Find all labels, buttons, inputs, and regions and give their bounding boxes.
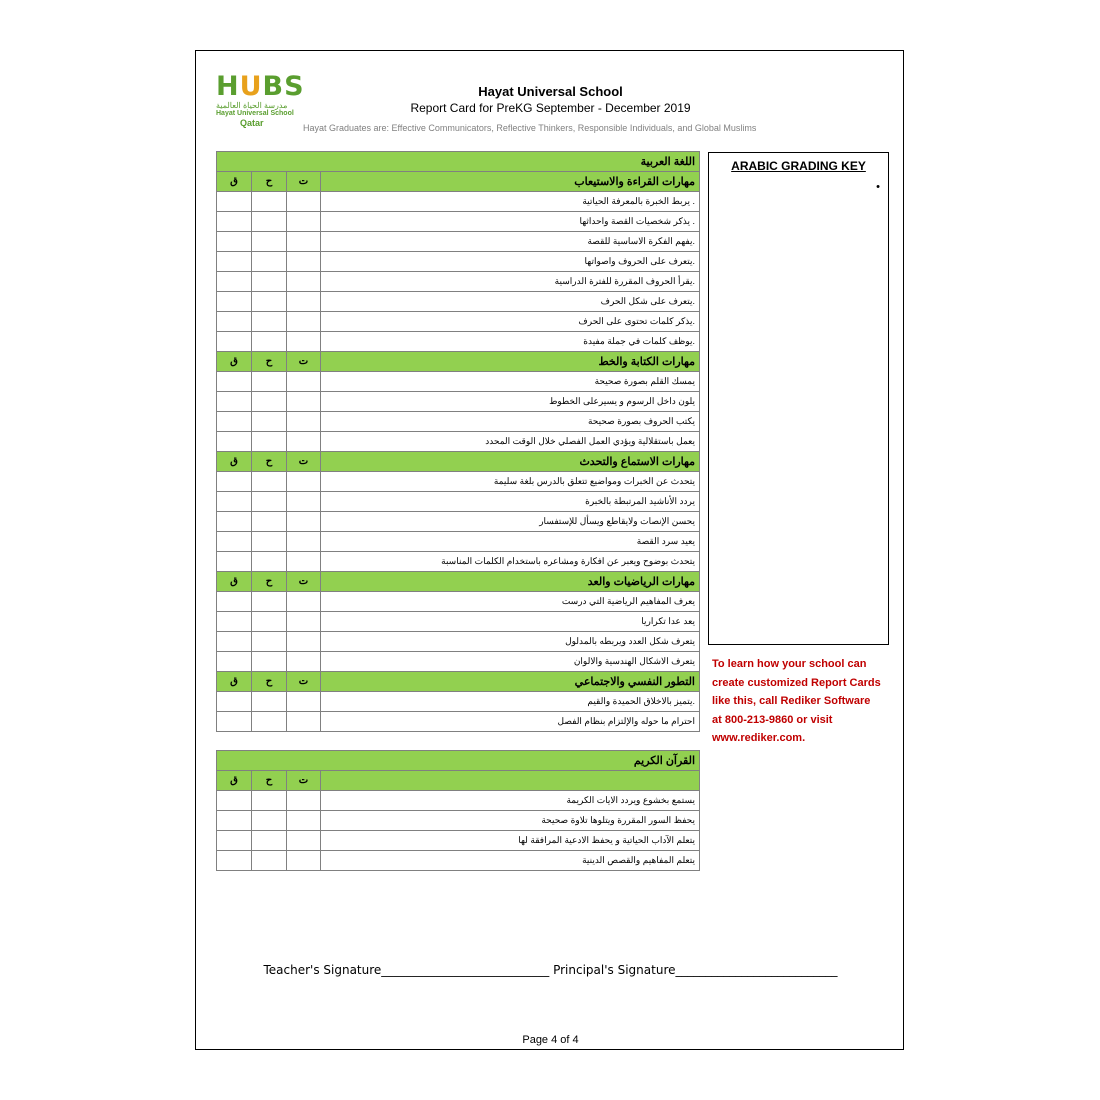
grade-header: ح xyxy=(252,352,287,372)
skill-label: .يقرأ الحروف المقررة للفترة الدراسية xyxy=(321,272,700,292)
table-row xyxy=(217,632,700,652)
table-row xyxy=(217,512,700,532)
grade-cell xyxy=(217,392,252,412)
table-row xyxy=(217,212,700,232)
grade-cell xyxy=(252,212,287,232)
table-row xyxy=(217,432,700,452)
grade-cell xyxy=(287,791,321,811)
grade-cell xyxy=(217,432,252,452)
grade-cell xyxy=(217,272,252,292)
grade-cell xyxy=(287,851,321,871)
table-row xyxy=(217,312,700,332)
section-header-row xyxy=(217,771,700,791)
grade-header: ت xyxy=(287,771,321,791)
grade-cell xyxy=(287,332,321,352)
table-title: القرآن الكريم xyxy=(217,751,700,771)
table-row xyxy=(217,592,700,612)
grade-cell xyxy=(217,232,252,252)
grade-cell xyxy=(287,492,321,512)
skill-label: .يتعرف على الحروف واصواتها xyxy=(321,252,700,272)
grade-cell xyxy=(252,332,287,352)
skill-label: يحسن الإنصات ولايقاطع ويسأل للإستفسار xyxy=(321,512,700,532)
skill-label: .يذكر كلمات تحتوى على الحرف xyxy=(321,312,700,332)
grade-cell xyxy=(252,392,287,412)
grade-cell xyxy=(287,312,321,332)
grade-header: ق xyxy=(217,352,252,372)
grade-cell xyxy=(252,851,287,871)
grade-cell xyxy=(252,372,287,392)
grade-cell xyxy=(217,532,252,552)
grade-cell xyxy=(287,512,321,532)
grade-cell xyxy=(217,592,252,612)
grade-cell xyxy=(252,512,287,532)
skill-label: .يتميز بالاخلاق الحميدة والقيم xyxy=(321,692,700,712)
table-row xyxy=(217,811,700,831)
grade-cell xyxy=(287,252,321,272)
table-title-row xyxy=(217,152,700,172)
table-row xyxy=(217,232,700,252)
grade-cell xyxy=(217,652,252,672)
grade-cell xyxy=(252,272,287,292)
table-row xyxy=(217,692,700,712)
skill-label: يلون داخل الرسوم و يسيرعلى الخطوط xyxy=(321,392,700,412)
grade-cell xyxy=(217,332,252,352)
grade-cell xyxy=(287,412,321,432)
table-row xyxy=(217,851,700,871)
table-row xyxy=(217,712,700,732)
grade-cell xyxy=(287,372,321,392)
grade-cell xyxy=(287,272,321,292)
promo-line: like this, call Rediker Software xyxy=(712,695,871,707)
table-row xyxy=(217,392,700,412)
skill-label: . يذكر شخصيات القصة واحداثها xyxy=(321,212,700,232)
section-title: التطور النفسي والاجتماعي xyxy=(321,672,700,692)
section-header-row xyxy=(217,572,700,592)
grade-cell xyxy=(287,811,321,831)
table-row xyxy=(217,791,700,811)
section-title xyxy=(321,771,700,791)
grade-header: ح xyxy=(252,672,287,692)
table-row xyxy=(217,831,700,851)
skill-label: احترام ما حوله والإلتزام بنظام الفصل xyxy=(321,712,700,732)
skill-label: يردد الأناشيد المرتبطة بالخبرة xyxy=(321,492,700,512)
grade-cell xyxy=(287,692,321,712)
table-row xyxy=(217,552,700,572)
skill-label: يمسك القلم بصورة صحيحة xyxy=(321,372,700,392)
promo-line: create customized Report Cards xyxy=(712,676,881,689)
grade-cell xyxy=(252,612,287,632)
promo-link[interactable]: www.rediker.com. xyxy=(712,732,806,744)
grade-cell xyxy=(287,472,321,492)
grade-cell xyxy=(287,292,321,312)
grade-cell xyxy=(252,652,287,672)
skill-label: .يتعرف على شكل الحرف xyxy=(321,292,700,312)
grade-cell xyxy=(217,412,252,432)
section-title: مهارات القراءة والاستيعاب xyxy=(321,172,700,192)
promo-line: To learn how your school can xyxy=(712,658,867,670)
grade-header: ق xyxy=(217,172,252,192)
grade-header: ت xyxy=(287,452,321,472)
logo-location: Qatar xyxy=(240,118,264,128)
grade-cell xyxy=(252,432,287,452)
grade-cell xyxy=(252,692,287,712)
grade-cell xyxy=(217,212,252,232)
skill-label: يكتب الحروف بصورة صحيحة xyxy=(321,412,700,432)
section-header-row xyxy=(217,672,700,692)
table-row xyxy=(217,652,700,672)
grade-header: ق xyxy=(217,452,252,472)
grade-header: ح xyxy=(252,452,287,472)
grade-cell xyxy=(287,652,321,672)
grade-cell xyxy=(252,791,287,811)
grade-cell xyxy=(287,712,321,732)
grade-cell xyxy=(252,312,287,332)
grade-cell xyxy=(287,592,321,612)
grade-header: ت xyxy=(287,352,321,372)
table-title: اللغة العربية xyxy=(217,152,700,172)
grade-cell xyxy=(217,811,252,831)
promo-line: at 800-213-9860 or visit xyxy=(712,713,833,726)
rediker-promo xyxy=(712,655,897,748)
grade-cell xyxy=(287,232,321,252)
skill-label: يتعرف الاشكال الهندسية والالوان xyxy=(321,652,700,672)
table-row xyxy=(217,292,700,312)
grade-cell xyxy=(252,632,287,652)
grade-cell xyxy=(252,492,287,512)
grade-cell xyxy=(287,432,321,452)
logo-wordmark: HUBS xyxy=(216,71,305,102)
table-row xyxy=(217,532,700,552)
skill-label: يستمع بخشوع ويردد الايات الكريمة xyxy=(321,791,700,811)
section-header-row xyxy=(217,352,700,372)
grade-cell xyxy=(252,552,287,572)
logo-arabic-name: مدرسة الحياة العالمية xyxy=(216,101,288,110)
skill-label: يتعلم المفاهيم والقصص الدينية xyxy=(321,851,700,871)
skill-label: يعمل باستقلالية ويؤدي العمل الفصلي خلال الوقت المحدد xyxy=(321,432,700,452)
skill-label: يتعرف شكل العدد ويربطه بالمدلول xyxy=(321,632,700,652)
skill-label: .يفهم الفكرة الاساسية للقصة xyxy=(321,232,700,252)
grade-cell xyxy=(287,632,321,652)
grade-cell xyxy=(217,372,252,392)
table-row xyxy=(217,192,700,212)
section-header-row xyxy=(217,172,700,192)
grade-cell xyxy=(217,632,252,652)
grade-cell xyxy=(287,532,321,552)
grade-header: ق xyxy=(217,672,252,692)
grade-header: ح xyxy=(252,172,287,192)
grade-cell xyxy=(217,791,252,811)
skill-label: يعرف المفاهيم الرياضية التي درست xyxy=(321,592,700,612)
table-row xyxy=(217,252,700,272)
grade-cell xyxy=(252,712,287,732)
skill-label: . يربط الخبرة بالمعرفة الحياتية xyxy=(321,192,700,212)
page-number: Page 4 of 4 xyxy=(522,1034,579,1046)
table-row xyxy=(217,372,700,392)
table-row xyxy=(217,332,700,352)
grade-header: ت xyxy=(287,572,321,592)
signature-lines: Teacher's Signature____________________________ Principal's Signature___________________________ xyxy=(263,963,838,977)
grading-key-bullet: • xyxy=(876,181,880,193)
grade-cell xyxy=(252,831,287,851)
section-title: مهارات الرياضيات والعد xyxy=(321,572,700,592)
grade-cell xyxy=(217,492,252,512)
table-row xyxy=(217,412,700,432)
logo-english-name: Hayat Universal School xyxy=(216,110,294,117)
grade-header: ت xyxy=(287,672,321,692)
grade-header: ق xyxy=(217,771,252,791)
grade-header: ح xyxy=(252,572,287,592)
skill-label: .يوظف كلمات في جملة مفيدة xyxy=(321,332,700,352)
grade-cell xyxy=(217,612,252,632)
grading-key-title: ARABIC GRADING KEY xyxy=(731,159,866,173)
section-header-row xyxy=(217,452,700,472)
table-row xyxy=(217,472,700,492)
skill-label: يعيد سرد القصة xyxy=(321,532,700,552)
table-row xyxy=(217,492,700,512)
table-row xyxy=(217,612,700,632)
skill-label: يتحدث بوضوح ويعبر عن افكارة ومشاعره باستخدام الكلمات المناسبة xyxy=(321,552,700,572)
school-motto: Hayat Graduates are: Effective Communicators, Reflective Thinkers, Responsible Individuals, and Global Muslims xyxy=(303,123,757,133)
grade-cell xyxy=(217,512,252,532)
grade-cell xyxy=(252,811,287,831)
grade-header: ح xyxy=(252,771,287,791)
grade-cell xyxy=(217,692,252,712)
grading-key-box xyxy=(708,152,889,645)
grade-cell xyxy=(287,831,321,851)
skill-label: يتحدث عن الخبرات ومواضيع تتعلق بالدرس بلغة سليمة xyxy=(321,472,700,492)
grade-cell xyxy=(252,192,287,212)
grade-cell xyxy=(287,552,321,572)
grade-cell xyxy=(217,472,252,492)
grade-cell xyxy=(217,252,252,272)
grade-cell xyxy=(217,712,252,732)
grade-cell xyxy=(217,192,252,212)
grade-cell xyxy=(252,412,287,432)
grade-cell xyxy=(252,472,287,492)
section-title: مهارات الاستماع والتحدث xyxy=(321,452,700,472)
grade-cell xyxy=(217,851,252,871)
quran-skills-table xyxy=(216,750,700,871)
grade-cell xyxy=(252,232,287,252)
grade-header: ق xyxy=(217,572,252,592)
skill-label: يعد عدا تكراريا xyxy=(321,612,700,632)
grade-cell xyxy=(252,532,287,552)
grade-cell xyxy=(287,612,321,632)
grade-cell xyxy=(287,212,321,232)
arabic-skills-table xyxy=(216,151,700,732)
report-title: Report Card for PreKG September - December 2019 xyxy=(410,101,691,115)
grade-cell xyxy=(252,592,287,612)
table-title-row xyxy=(217,751,700,771)
skill-label: يحفظ السور المقررة ويتلوها تلاوة صحيحة xyxy=(321,811,700,831)
report-card-page xyxy=(195,50,904,1050)
grade-cell xyxy=(252,252,287,272)
grade-cell xyxy=(252,292,287,312)
grade-cell xyxy=(287,192,321,212)
grade-cell xyxy=(217,292,252,312)
skill-label: يتعلم الآداب الحياتية و يحفظ الادعية المرافقة لها xyxy=(321,831,700,851)
table-row xyxy=(217,272,700,292)
grade-cell xyxy=(217,312,252,332)
grade-cell xyxy=(287,392,321,412)
school-name: Hayat Universal School xyxy=(478,84,623,99)
grade-cell xyxy=(217,831,252,851)
section-title: مهارات الكتابة والخط xyxy=(321,352,700,372)
grade-cell xyxy=(217,552,252,572)
grade-header: ت xyxy=(287,172,321,192)
